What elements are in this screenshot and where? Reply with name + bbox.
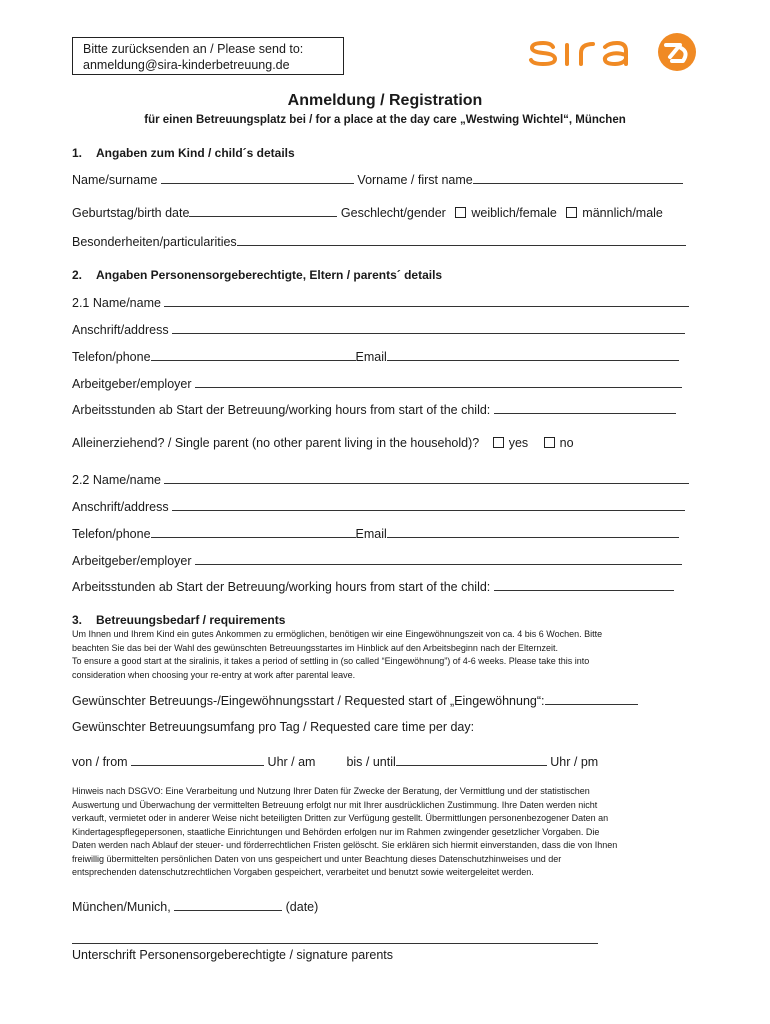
signature-label: Unterschrift Personensorgeberechtigte / signature parents — [72, 948, 394, 962]
section-3-heading — [72, 613, 285, 627]
care-time-label: Gewünschter Betreuungsumfang pro Tag / Requested care time per day: — [72, 720, 475, 734]
requirements-paragraph — [72, 628, 602, 682]
privacy-line: entsprechenden datenschutzrechtlichen Vorgaben gespeichert, verarbeitet und benutzt sowie weitergeleitet werden. — [72, 867, 534, 877]
parent1-employer-row — [72, 376, 682, 391]
parent1-employer-field[interactable] — [195, 376, 682, 388]
parent1-hours-field[interactable] — [494, 402, 676, 414]
send-to-email: anmeldung@sira-kinderbetreuung.de — [83, 58, 290, 72]
privacy-notice — [72, 785, 617, 880]
parent2-address-field[interactable] — [172, 499, 685, 511]
birth-date-label: Geburtstag/birth date — [72, 206, 190, 220]
parent2-name-field[interactable] — [164, 472, 689, 484]
section-2-number: 2. — [72, 268, 83, 282]
privacy-line: Kindertagespflegepersonen, staatliche Einrichtungen und Behörden erfolgen nur im Rahmen zwingender gesetzlicher Vorgaben. Die — [72, 826, 600, 837]
parent2-email-field[interactable] — [387, 526, 679, 538]
child-name-row — [72, 172, 683, 187]
parent2-address-row — [72, 499, 685, 514]
particularities-field[interactable] — [237, 234, 686, 246]
parent2-phone-label: Telefon/phone — [72, 527, 151, 541]
sira-logo — [527, 30, 702, 74]
date-row — [72, 899, 318, 914]
parent1-hours-label: Arbeitsstunden ab Start der Betreuung/working hours from start of the child: — [72, 403, 491, 417]
date-field[interactable] — [174, 899, 282, 911]
requirements-line: beachten Sie das bei der Wahl des gewünschten Betreuungsstartes im Hinblick auf den Arbeitsbeginn nach der Elternzeit. — [72, 642, 558, 653]
child-name-field[interactable] — [161, 172, 354, 184]
parent2-contact-row — [72, 526, 679, 541]
gender-label: Geschlecht/gender — [340, 206, 446, 220]
parent2-employer-label: Arbeitgeber/employer — [72, 554, 192, 568]
parent2-hours-row — [72, 579, 674, 594]
privacy-line: Daten werden nach Ablauf der steuer- und förderrechtlichen Fristen gelöscht. Sie erklären sich hiermit einverstanden, dass die von Ihnen — [72, 840, 618, 850]
requirements-line: consideration when choosing your re-entry at work after parental leave. — [72, 669, 356, 680]
until-uhr-pm-label: Uhr / pm — [550, 755, 599, 769]
privacy-line: Hinweis nach DSGVO: Eine Verarbeitung und Nutzung Ihrer Daten für Zwecke der Beratung, der Vermittlung und der statistischen — [72, 786, 590, 796]
parent2-employer-row — [72, 553, 682, 568]
from-label: von / from — [72, 755, 128, 769]
requested-start-field[interactable] — [545, 693, 638, 705]
parent1-address-row — [72, 322, 685, 337]
parent1-name-field[interactable] — [164, 295, 689, 307]
single-no-checkbox[interactable] — [544, 437, 555, 448]
until-label: bis / until — [346, 755, 396, 769]
child-name-label: Name/surname — [72, 173, 158, 187]
parent1-contact-row — [72, 349, 679, 364]
send-to-box — [72, 37, 344, 75]
parent2-employer-field[interactable] — [195, 553, 682, 565]
section-3-title: Betreuungsbedarf / requirements — [96, 613, 286, 627]
section-3-number: 3. — [72, 613, 83, 627]
parent2-name-row — [72, 472, 689, 487]
child-birth-row — [72, 205, 663, 220]
privacy-line: Auswertung und Überwachung der vermittelten Betreuung erfolgt nur mit Ihrer ausdrücklichen Zustimmung. Ihre Daten werden nicht — [72, 799, 598, 810]
child-firstname-label: Vorname / first name — [357, 173, 473, 187]
requested-start-label: Gewünschter Betreuungs-/Eingewöhnungsstart / Requested start of „Eingewöhnung“: — [72, 694, 545, 708]
parent1-name-row — [72, 295, 689, 310]
female-label: weiblich/female — [471, 206, 557, 220]
female-checkbox[interactable] — [455, 207, 466, 218]
section-2-title: Angaben Personensorgeberechtigte, Eltern / parents´ details — [96, 268, 443, 282]
send-to-label: Bitte zurücksenden an / Please send to: — [83, 42, 304, 56]
parent2-phone-field[interactable] — [151, 526, 356, 538]
requested-start-row — [72, 693, 638, 708]
particularities-label: Besonderheiten/particularities — [72, 235, 237, 249]
single-no-label: no — [559, 436, 574, 450]
care-time-row — [72, 754, 598, 769]
section-2-heading — [72, 268, 442, 282]
parent1-email-field[interactable] — [387, 349, 679, 361]
child-firstname-field[interactable] — [473, 172, 683, 184]
parent2-email-label: Email — [355, 527, 387, 541]
until-time-field[interactable] — [396, 754, 547, 766]
male-label: männlich/male — [582, 206, 663, 220]
page-title: Anmeldung / Registration — [287, 92, 483, 109]
parent1-address-field[interactable] — [172, 322, 685, 334]
single-yes-checkbox[interactable] — [493, 437, 504, 448]
requirements-line: Um Ihnen und Ihrem Kind ein gutes Ankommen zu ermöglichen, benötigen wir eine Eingewöhnungszeit von ca. 4 bis 6 Wochen. Bitte — [72, 629, 603, 639]
from-uhr-am-label: Uhr / am — [267, 755, 316, 769]
page-subtitle: für einen Betreuungsplatz bei / for a place at the day care „Westwing Wichtel“, München — [144, 114, 626, 126]
parent2-hours-field[interactable] — [494, 579, 674, 591]
from-time-field[interactable] — [131, 754, 264, 766]
single-parent-row — [72, 436, 574, 450]
birth-date-field[interactable] — [189, 205, 337, 217]
section-1-heading — [72, 146, 295, 160]
date-label: (date) — [285, 900, 319, 914]
single-yes-label: yes — [508, 436, 529, 450]
parent1-email-label: Email — [355, 350, 387, 364]
parent1-phone-field[interactable] — [151, 349, 356, 361]
signature-field[interactable] — [72, 943, 598, 944]
parent2-name-label: 2.2 Name/name — [72, 473, 161, 487]
parent2-hours-label: Arbeitsstunden ab Start der Betreuung/working hours from start of the child: — [72, 580, 491, 594]
place-label: München/Munich, — [72, 900, 171, 914]
parent1-address-label: Anschrift/address — [72, 323, 169, 337]
single-parent-label: Alleinerziehend? / Single parent (no other parent living in the household)? — [72, 436, 480, 450]
section-1-number: 1. — [72, 146, 83, 160]
privacy-line: verkauft, vermietet oder in anderer Weise nicht beteiligten Dritten zur Verfügung gestellt. Übermittlungen personenbezogener Daten an — [72, 813, 609, 823]
parent2-address-label: Anschrift/address — [72, 500, 169, 514]
parent1-name-label: 2.1 Name/name — [72, 296, 161, 310]
particularities-row — [72, 234, 686, 249]
section-1-title: Angaben zum Kind / child´s details — [96, 146, 295, 160]
parent1-hours-row — [72, 402, 676, 417]
parent1-phone-label: Telefon/phone — [72, 350, 151, 364]
male-checkbox[interactable] — [566, 207, 577, 218]
requirements-line: To ensure a good start at the siralinis, it takes a period of settling in (so called “Eingewöhnung”) of 4-6 weeks. Please take this into — [72, 656, 590, 666]
parent1-employer-label: Arbeitgeber/employer — [72, 377, 192, 391]
privacy-line: freiwillig übermittelten persönlichen Daten von uns gespeichert und unter Beachtung dieses Datenschutzhinweises und der — [72, 853, 562, 864]
